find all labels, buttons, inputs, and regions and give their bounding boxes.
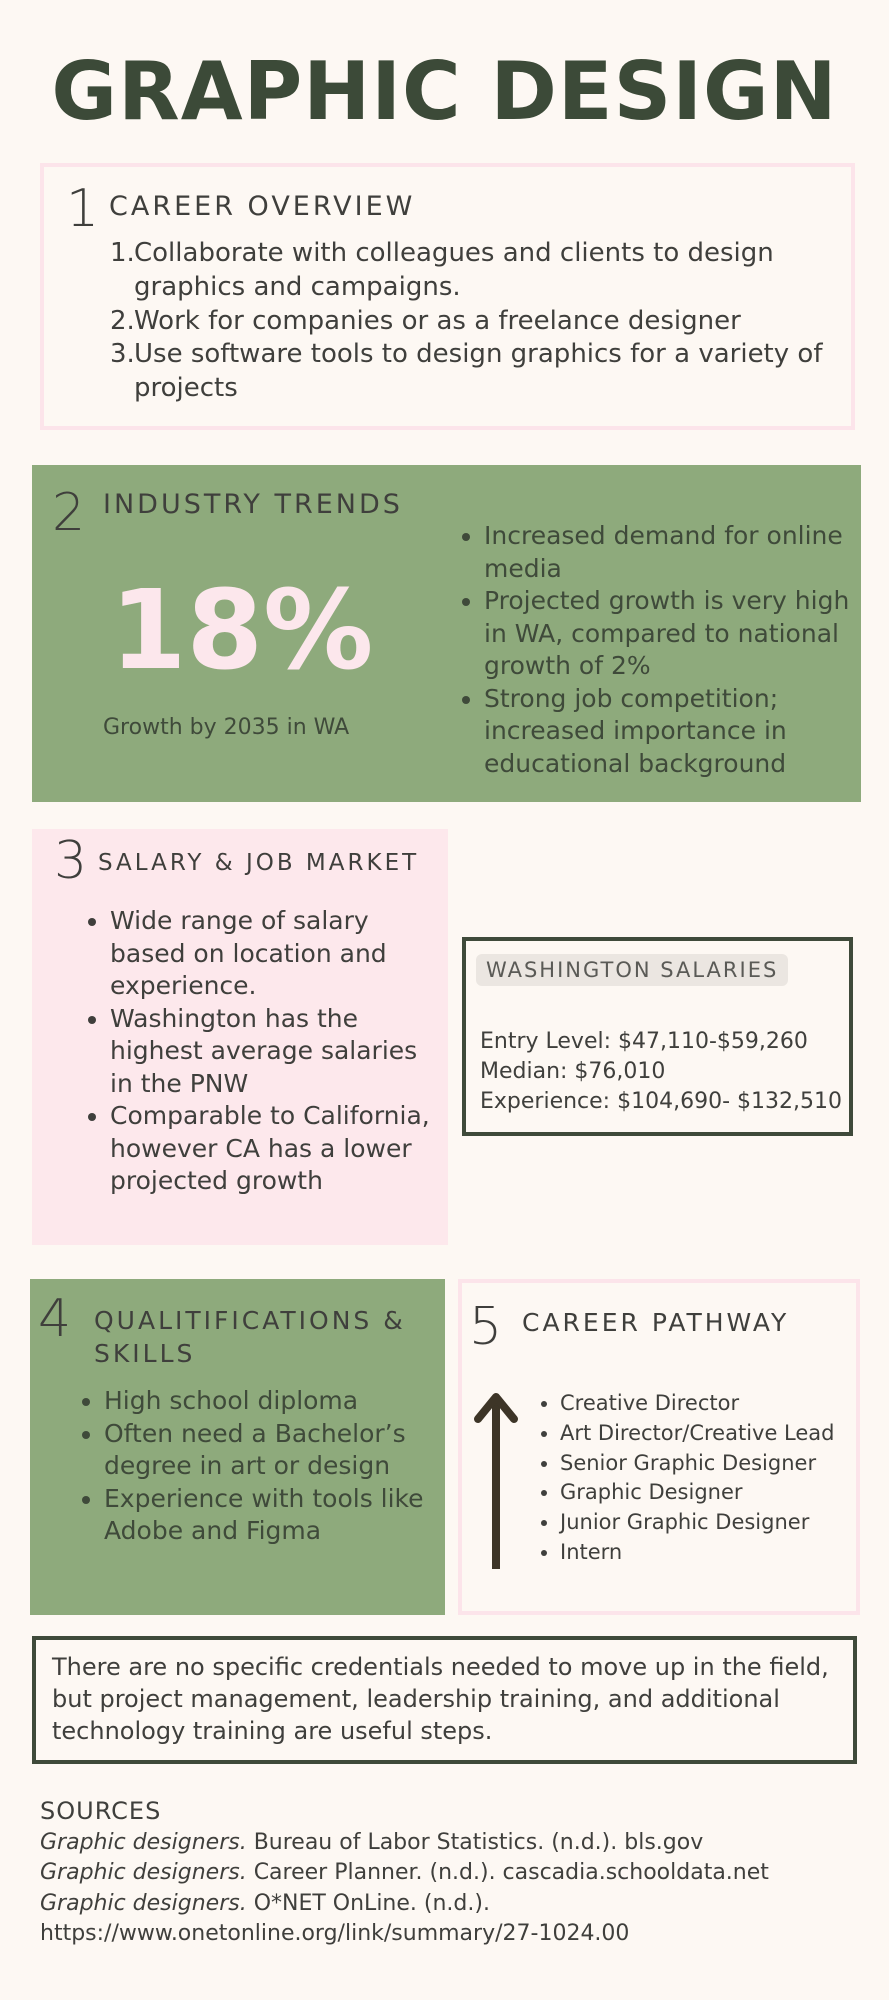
page-title: GRAPHIC DESIGN bbox=[51, 45, 838, 138]
qualifications-section bbox=[30, 1279, 445, 1615]
career-pathway-section bbox=[458, 1279, 860, 1615]
section-heading: INDUSTRY TRENDS bbox=[103, 489, 403, 520]
salary-section bbox=[32, 829, 448, 1245]
qualifications-list bbox=[70, 1385, 440, 1548]
list-item: • Art Director/Creative Lead bbox=[560, 1419, 860, 1449]
section-number: 3 bbox=[54, 831, 88, 891]
list-item: • Often need a Bachelor’s degree in art or design bbox=[104, 1418, 440, 1483]
salary-line-entry: Entry Level: $47,110-$59,260 bbox=[480, 1029, 808, 1054]
section-heading: SALARY & JOB MARKET bbox=[98, 850, 420, 876]
list-item: • Strong job competition; increased importance in educational background bbox=[484, 683, 852, 781]
section-heading: QUALITIFICATIONS & SKILLS bbox=[94, 1306, 406, 1368]
sources-heading: SOURCES bbox=[40, 1797, 162, 1825]
list-item: • Wide range of salary based on location and experience. bbox=[110, 905, 432, 1003]
salary-line-experience: Experience: $104,690- $132,510 bbox=[480, 1089, 842, 1115]
section-number: 4 bbox=[38, 1289, 72, 1349]
list-item: 1. Collaborate with colleagues and clients to design graphics and campaigns. bbox=[110, 238, 774, 302]
career-overview-section bbox=[40, 163, 855, 430]
list-item: 3. Use software tools to design graphics for a variety of projects bbox=[110, 339, 823, 404]
growth-stat: 18% bbox=[110, 566, 374, 694]
list-item: • Washington has the highest average salaries in the PNW bbox=[110, 1003, 432, 1101]
source-entry: Graphic designers. O*NET OnLine. (n.d.). bbox=[40, 1890, 490, 1916]
growth-caption: Growth by 2035 in WA bbox=[103, 715, 350, 740]
section-number: 5 bbox=[469, 1297, 503, 1357]
section-number: 2 bbox=[52, 483, 86, 543]
credentials-note-box bbox=[32, 1636, 857, 1764]
source-entry: Graphic designers. Bureau of Labor Statistics. (n.d.). bls.gov bbox=[40, 1830, 704, 1856]
washington-salaries-box bbox=[462, 937, 853, 1136]
source-entry: Graphic designers. Career Planner. (n.d.). cascadia.schooldata.net bbox=[40, 1860, 769, 1886]
arrow-up-icon bbox=[474, 1389, 518, 1569]
credentials-note: There are no specific credentials needed to move up in the field, but project management, leadership training, and additional technology training are useful steps. bbox=[52, 1653, 829, 1745]
list-item: • Junior Graphic Designer bbox=[560, 1508, 860, 1538]
list-item: • High school diploma bbox=[104, 1385, 440, 1418]
list-item: 2. Work for companies or as a freelance designer bbox=[110, 305, 741, 336]
salaries-box-title: WASHINGTON SALARIES bbox=[476, 954, 788, 986]
salary-list bbox=[72, 905, 432, 1198]
section-heading: CAREER PATHWAY bbox=[522, 1308, 790, 1337]
salary-line-median: Median: $76,010 bbox=[480, 1059, 666, 1085]
section-heading: CAREER OVERVIEW bbox=[109, 191, 416, 222]
trends-list bbox=[452, 520, 852, 780]
list-item: • Increased demand for online media bbox=[484, 520, 852, 585]
salaries-lines bbox=[480, 1027, 842, 1117]
list-item: • Experience with tools like Adobe and Figma bbox=[104, 1483, 440, 1548]
list-item: • Projected growth is very high in WA, compared to national growth of 2% bbox=[484, 585, 852, 683]
list-item: • Senior Graphic Designer bbox=[560, 1449, 860, 1479]
list-item: • Intern bbox=[560, 1538, 860, 1568]
industry-trends-section bbox=[32, 465, 861, 802]
section-number: 1 bbox=[66, 179, 100, 239]
list-item: • Comparable to California, however CA has a lower projected growth bbox=[110, 1100, 432, 1198]
list-item: • Graphic Designer bbox=[560, 1478, 860, 1508]
list-item: • Creative Director bbox=[560, 1389, 860, 1419]
career-overview-list bbox=[110, 237, 844, 406]
source-url[interactable]: https://www.onetonline.org/link/summary/27-1024.00 bbox=[40, 1921, 630, 1947]
pathway-list bbox=[540, 1389, 860, 1568]
sources-section bbox=[40, 1795, 860, 1950]
